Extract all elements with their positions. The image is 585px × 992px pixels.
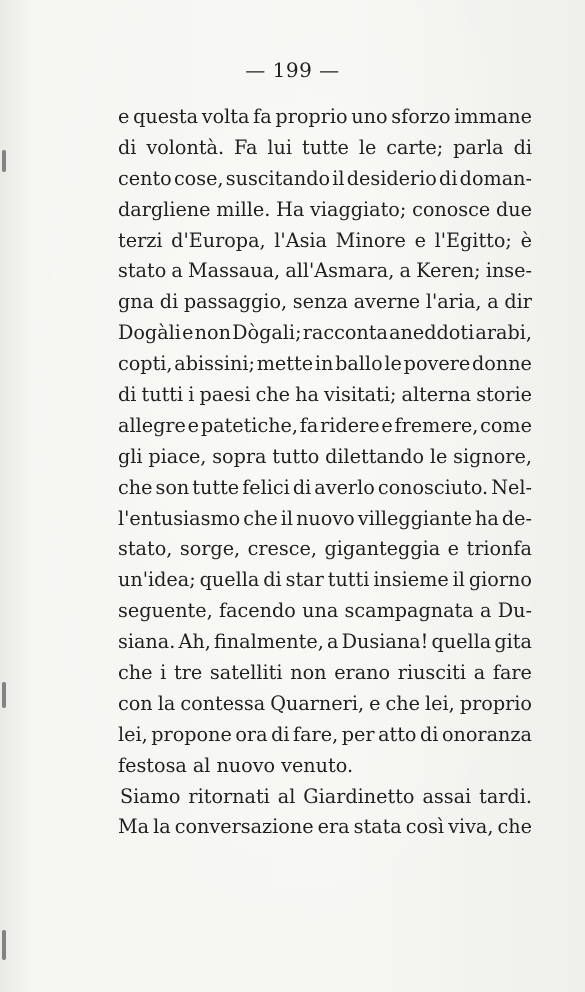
word: tutti [141,383,184,407]
text-line [118,689,532,720]
word: una [302,599,339,623]
word: fa [299,413,319,437]
word: lei, [118,722,148,746]
word: di [263,568,282,592]
word: lui [267,135,293,159]
word: di [420,722,439,746]
text-line [118,720,532,751]
word: questa [133,105,199,128]
text-line [118,473,532,504]
word: il [332,166,345,190]
margin-mark [2,150,6,172]
word: di [292,475,312,499]
word: ridere [320,413,380,437]
word: conosce [412,197,491,221]
word: la [157,691,176,715]
word: de- [501,506,532,530]
word: e [369,691,381,715]
word: Quarneri, [270,691,365,715]
word: e [447,537,460,561]
word: ha [474,506,499,530]
word: i [160,661,167,685]
word: un'idea; [118,568,196,592]
word: Ha [276,197,305,221]
word: in [314,352,334,376]
word: Minore [335,228,406,252]
word: gna [118,290,155,314]
word: festosa [118,753,187,777]
word: star [285,568,324,592]
word: proprio [275,105,348,128]
word: terzi [118,228,163,252]
word: onoranza [441,722,532,746]
word: era [317,815,350,839]
word: di [271,722,290,746]
word: parla [453,135,504,159]
word: stato [118,259,167,283]
word: senza [292,290,348,314]
word: povere [403,352,471,376]
word: che [497,815,532,839]
word: è [520,228,532,252]
word: viaggiato; [310,197,407,221]
word: Massaua, [188,259,281,283]
word: fare, [293,722,339,746]
word: che [255,383,291,407]
text-line [118,287,532,318]
word: mille. [216,197,271,221]
word: due [495,197,532,221]
word: le [384,352,402,376]
word: a [399,259,411,283]
word: dilettando [325,444,425,468]
text-line [118,627,532,658]
word: abissini; [174,352,255,376]
word: che [243,506,278,530]
word: gita [494,630,532,654]
word: averlo [314,475,375,499]
word: riusciti [397,661,467,685]
text-line [118,195,532,226]
word: trionfa [466,537,532,561]
word: averne [353,290,421,314]
word: sforzo [391,105,451,128]
word: siana. [118,630,176,654]
page-number: — 199 — [245,58,340,82]
word: a [479,599,492,623]
word: Keren; [416,259,481,283]
word: dir [504,290,532,314]
word: il [452,568,465,592]
text-line [118,164,532,195]
word: la [153,815,171,839]
word: insieme [373,568,449,592]
word: mette [256,352,314,376]
word: di [118,135,137,159]
word: a [487,290,499,314]
word: e [118,105,130,128]
text-line [118,534,532,565]
word: ritornati [188,784,270,808]
word: all'Asmara, [285,259,395,283]
word: immane [454,105,532,128]
word: e [182,321,194,345]
word: erano [334,661,391,685]
text-line [118,102,532,133]
word: carte; [386,135,444,159]
word: tutto [272,444,320,468]
word: finalmente, [214,630,324,654]
word: a [326,630,339,654]
word: Dogàli [118,321,181,345]
word: venuto. [281,753,354,777]
word: scampagnata [344,599,474,623]
word: tardi. [479,784,532,808]
word: storie [476,383,532,407]
word: e [381,413,393,437]
word: lei, [425,691,455,715]
word: felici [242,475,290,499]
word: passaggio, [183,290,288,314]
word: arabi, [475,321,532,345]
text-line [118,349,532,380]
word: Dusiana! [341,630,429,654]
word: atto [378,722,417,746]
text-line [118,751,532,782]
word: ballo [335,352,383,376]
word: stato, [118,537,173,561]
word: ha [295,383,319,407]
text-line [118,256,532,287]
body-text [118,102,532,843]
word: Nel- [491,475,532,499]
word: a [473,661,486,685]
word: contessa [180,691,266,715]
word: aneddoti [389,321,475,345]
text-line [118,658,532,689]
word: allegre [118,413,186,437]
text-line [118,133,532,164]
text-line [118,504,532,535]
word: di [513,135,532,159]
text-line [118,226,532,257]
word: Giardinetto [303,784,415,808]
word: che [385,691,420,715]
word: giganteggia [324,537,441,561]
word: Ma [118,815,150,839]
word: stata [353,815,402,839]
word: le [358,135,377,159]
word: Fa [234,135,258,159]
word: paesi [199,383,251,407]
text-line [118,596,532,627]
word: cresce, [247,537,317,561]
text-line [118,812,532,843]
word: conversazione [174,815,314,839]
word: Ah, [178,630,211,654]
text-line [118,782,532,813]
word: visitati; [324,383,397,407]
word: di [159,290,179,314]
word: l'entusiasmo [118,506,241,530]
word: fare [492,661,532,685]
word: facendo [219,599,296,623]
margin-mark [2,930,6,960]
word: a [171,259,183,283]
word: desiderio [346,166,437,190]
word: che [118,475,153,499]
word: gli [118,444,143,468]
word: con [118,691,153,715]
word: tutte [302,135,349,159]
word: suscitando [225,166,331,190]
word: sopra [212,444,267,468]
word: quella [199,568,260,592]
word: fremere, [394,413,479,437]
word: donne [472,352,532,376]
word: alterna [401,383,472,407]
word: come [480,413,532,437]
word: patetiche, [200,413,299,437]
word: fa [253,105,272,128]
word: cento [118,166,172,190]
word: Dògali; [232,321,302,345]
word: Siamo [120,784,181,808]
word: l'Egitto; [434,228,512,252]
word: e [414,228,426,252]
word: assai [422,784,472,808]
word: inse- [485,259,532,283]
word: l'Asia [274,228,327,252]
text-line [118,565,532,596]
word: quella [431,630,492,654]
word: non [290,661,327,685]
word: sorge, [179,537,241,561]
word: tutte [192,475,240,499]
word: copti, [118,352,173,376]
word: i [188,383,195,407]
text-line [118,442,532,473]
word: che [118,661,153,685]
word: tre [173,661,203,685]
word: proprio [459,691,532,715]
word: volontà. [146,135,225,159]
word: conosciuto. [377,475,489,499]
word: per [341,722,375,746]
word: seguente, [118,599,213,623]
word: volta [201,105,250,128]
word: villeggiante [357,506,472,530]
word: al [192,753,211,777]
word: dargliene [118,197,211,221]
word: l'aria, [425,290,482,314]
word: viva, [448,815,494,839]
word: uno [351,105,388,128]
word: signore, [453,444,532,468]
word: cose, [173,166,224,190]
word: e [187,413,200,437]
word: satelliti [209,661,283,685]
word: propone [151,722,232,746]
word: piace, [148,444,207,468]
word: nuovo [216,753,276,777]
word: racconta [302,321,388,345]
word: al [277,784,296,808]
word: nuovo [296,506,355,530]
text-line [118,380,532,411]
word: d'Europa, [171,228,266,252]
word: ora [235,722,268,746]
text-line [118,318,532,349]
word: Du- [497,599,532,623]
text-line [118,411,532,442]
word: giorno [468,568,532,592]
word: così [405,815,445,839]
margin-mark [2,682,6,708]
word: di [439,166,458,190]
word: di [118,383,137,407]
word: son [155,475,190,499]
word: tutti [327,568,370,592]
word: doman- [459,166,532,190]
word: non [194,321,231,345]
word: il [280,506,294,530]
word: le [429,444,448,468]
